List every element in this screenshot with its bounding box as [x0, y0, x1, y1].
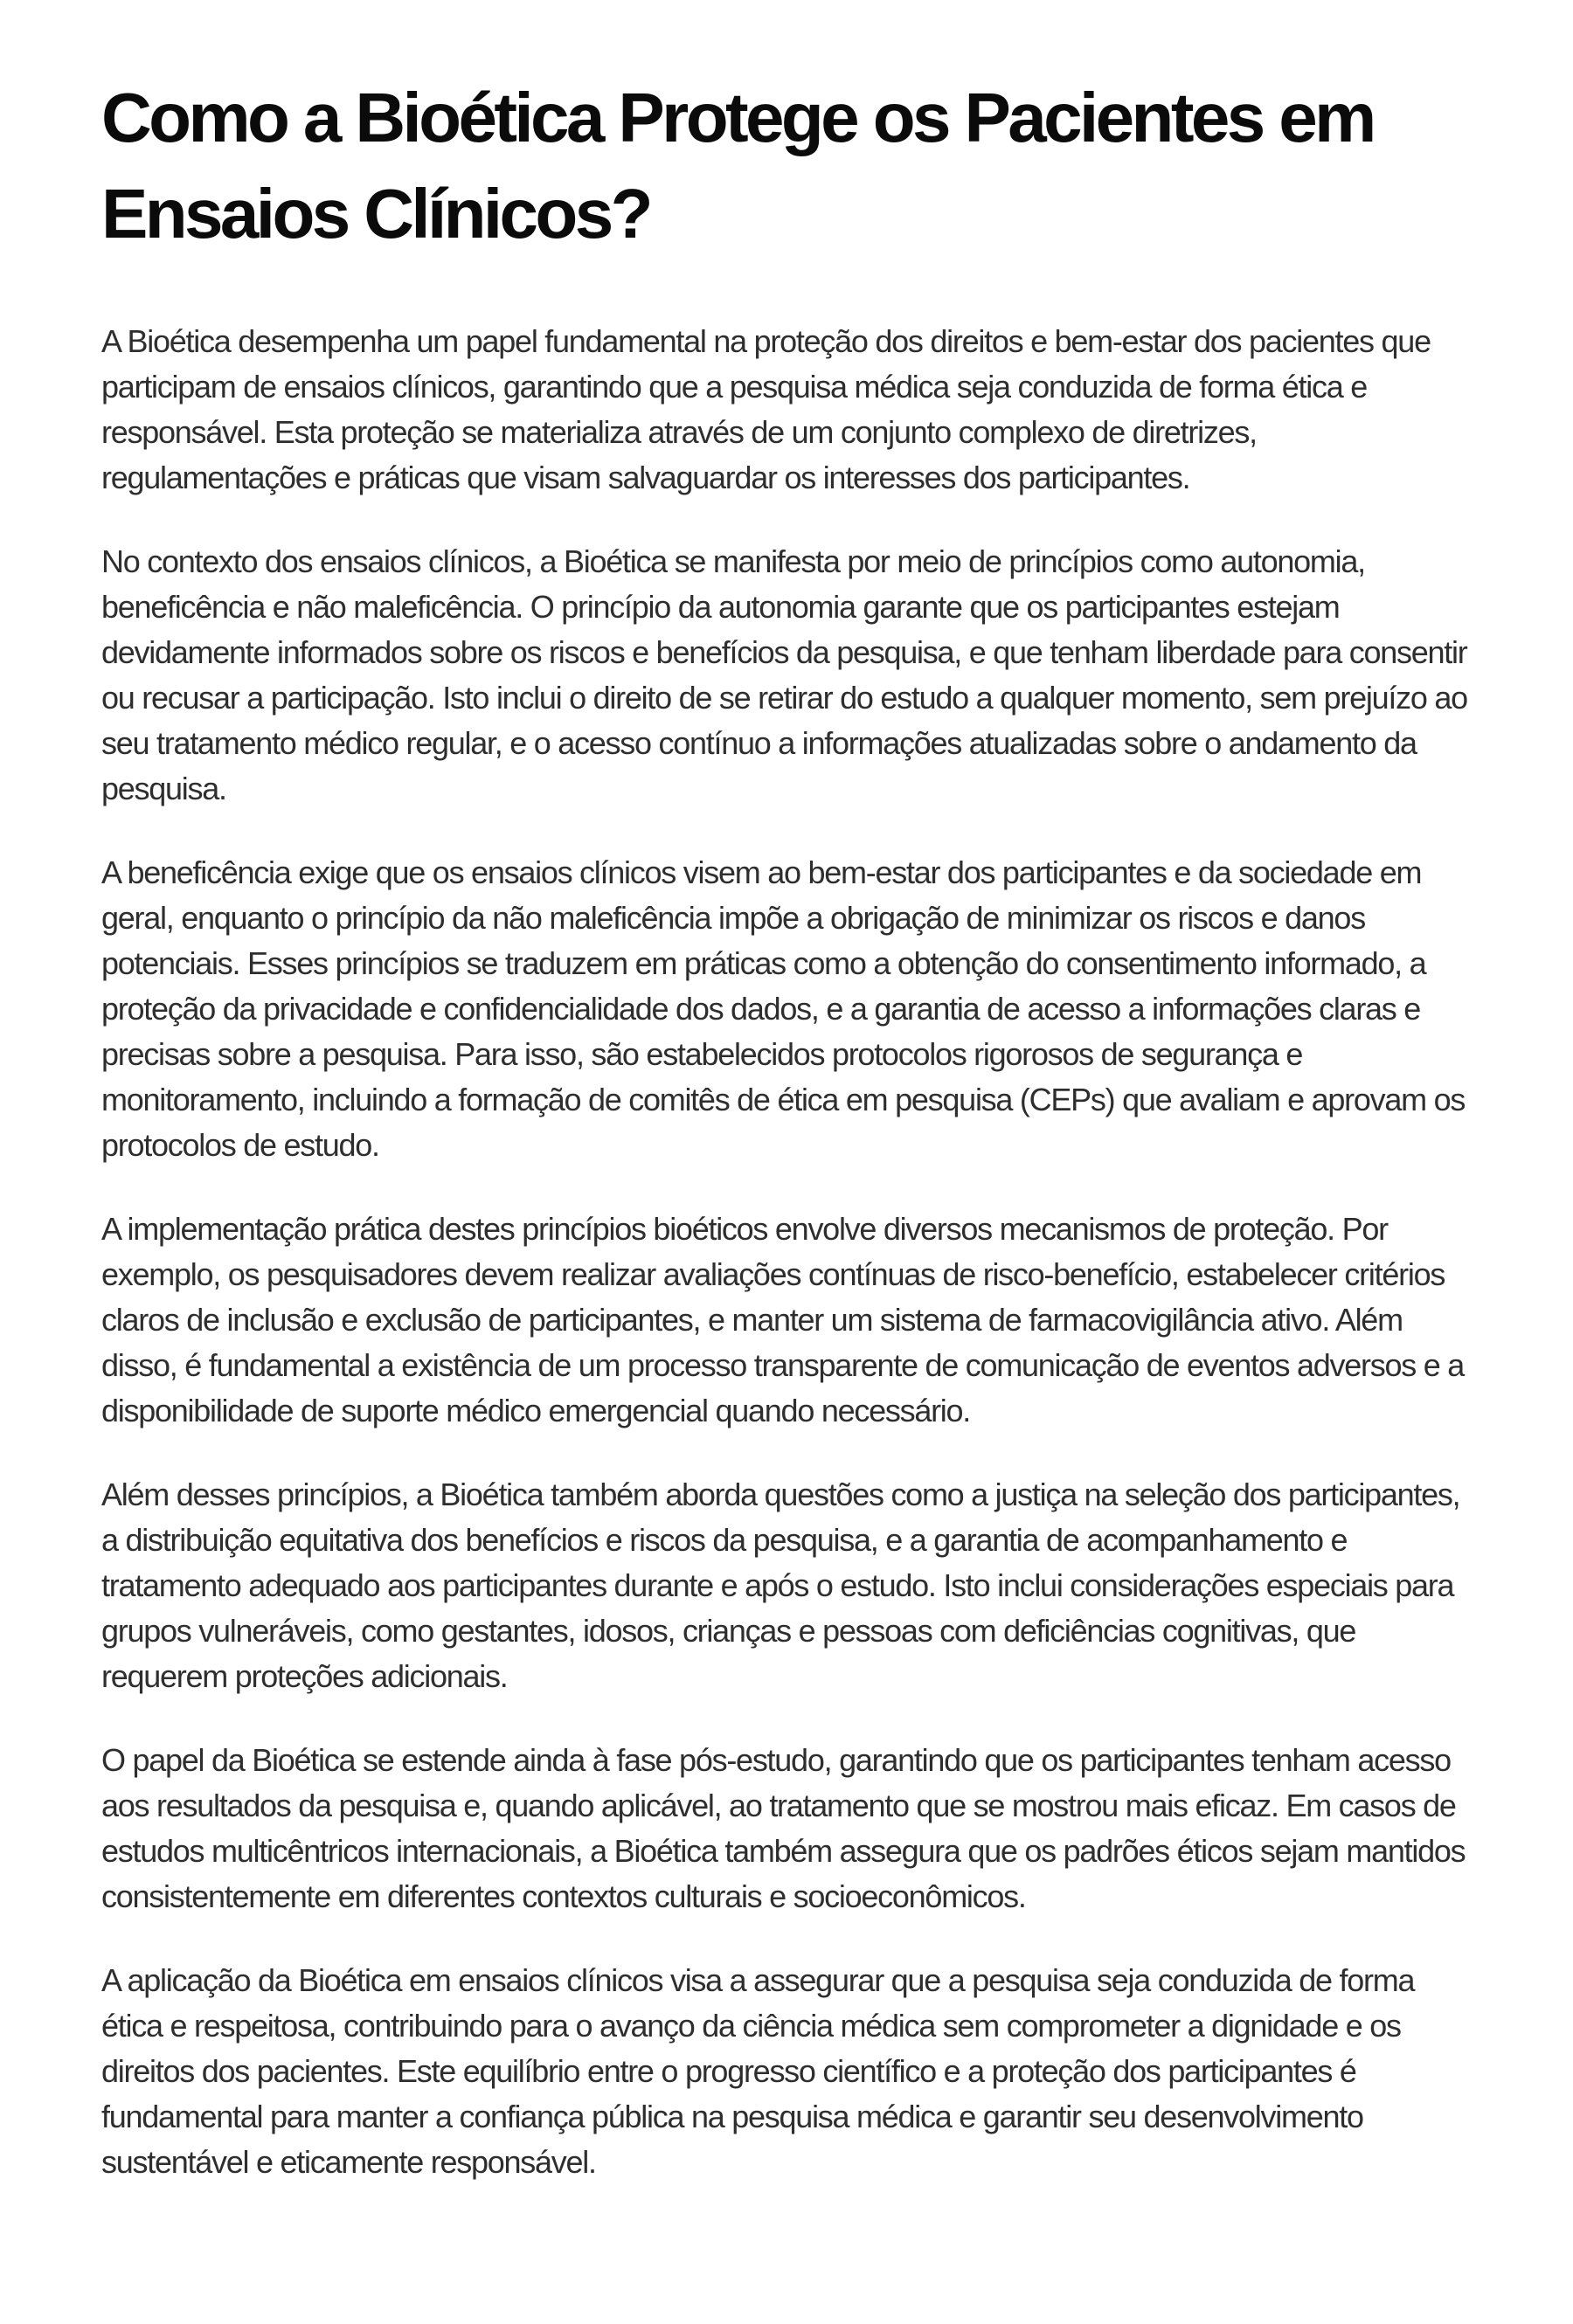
paragraph-intro: A Bioética desempenha um papel fundamental na proteção dos direitos e bem-estar dos pacientes que participam de ensaios clínicos, garantindo que a pesquisa médica seja conduzida de forma ética e responsável. Esta proteção se materializa através de um conjunto complexo de diretrizes, regulamentações e práticas que visam salvaguardar os interesses dos participantes. [101, 323, 1431, 495]
page [0, 70, 1573, 2324]
page-title [101, 70, 1477, 262]
page-title-line-2: Ensaios Clínicos? [101, 175, 650, 252]
paragraph-justica: Além desses princípios, a Bioética também aborda questões como a justiça na seleção dos participantes, a distribuição equitativa dos benefícios e riscos da pesquisa, e a garantia de acompanhamento e tratamento adequado aos participantes durante e após o estudo. Isto inclui considerações especiais para grupos vulneráveis, como gestantes, idosos, crianças e pessoas com deficiências cognitivas, que requerem proteções adicionais. [101, 1477, 1460, 1694]
paragraph-pos-estudo: O papel da Bioética se estende ainda à fase pós-estudo, garantindo que os participantes tenham acesso aos resultados da pesquisa e, quando aplicável, ao tratamento que se mostrou mais eficaz. Em casos de estudos multicêntricos internacionais, a Bioética também assegura que os padrões éticos sejam mantidos consistentemente em diferentes contextos culturais e socioeconômicos. [101, 1742, 1466, 1914]
paragraph-beneficencia: A beneficência exige que os ensaios clínicos visem ao bem-estar dos participantes e da sociedade em geral, enquanto o princípio da não maleficência impõe a obrigação de minimizar os riscos e danos potenciais. Esses princípios se traduzem em práticas como a obtenção do consentimento informado, a proteção da privacidade e confidencialidade dos dados, e a garantia de acesso a informações claras e precisas sobre a pesquisa. Para isso, são estabelecidos protocolos rigorosos de segurança e monitoramento, incluindo a formação de comitês de ética em pesquisa (CEPs) que avaliam e aprovam os protocolos de estudo. [101, 854, 1466, 1163]
paragraph-implementacao: A implementação prática destes princípios bioéticos envolve diversos mecanismos de proteção. Por exemplo, os pesquisadores devem realizar avaliações contínuas de risco-benefício, estabelecer critérios claros de inclusão e exclusão de participantes, e manter um sistema de farmacovigilância ativo. Além disso, é fundamental a existência de um processo transparente de comunicação de eventos adversos e a disponibilidade de suporte médico emergencial quando necessário. [101, 1211, 1465, 1428]
article-content [0, 70, 1573, 2246]
paragraph-conclusao: A aplicação da Bioética em ensaios clínicos visa a assegurar que a pesquisa seja conduzida de forma ética e respeitosa, contribuindo para o avanço da ciência médica sem comprometer a dignidade e os direitos dos pacientes. Este equilíbrio entre o progresso científico e a proteção dos participantes é fundamental para manter a confiança pública na pesquisa médica e garantir seu desenvolvimento sustentável e eticamente responsável. [101, 1962, 1415, 2180]
paragraph-autonomia: No contexto dos ensaios clínicos, a Bioética se manifesta por meio de princípios como autonomia, beneficência e não maleficência. O princípio da autonomia garante que os participantes estejam devidamente informados sobre os riscos e benefícios da pesquisa, e que tenham liberdade para consentir ou recusar a participação. Isto inclui o direito de se retirar do estudo a qualquer momento, sem prejuízo ao seu tratamento médico regular, e o acesso contínuo a informações atualizadas sobre o andamento da pesquisa. [101, 543, 1467, 806]
page-title-line-1: Como a Bioética Protege os Pacientes em [101, 79, 1374, 156]
